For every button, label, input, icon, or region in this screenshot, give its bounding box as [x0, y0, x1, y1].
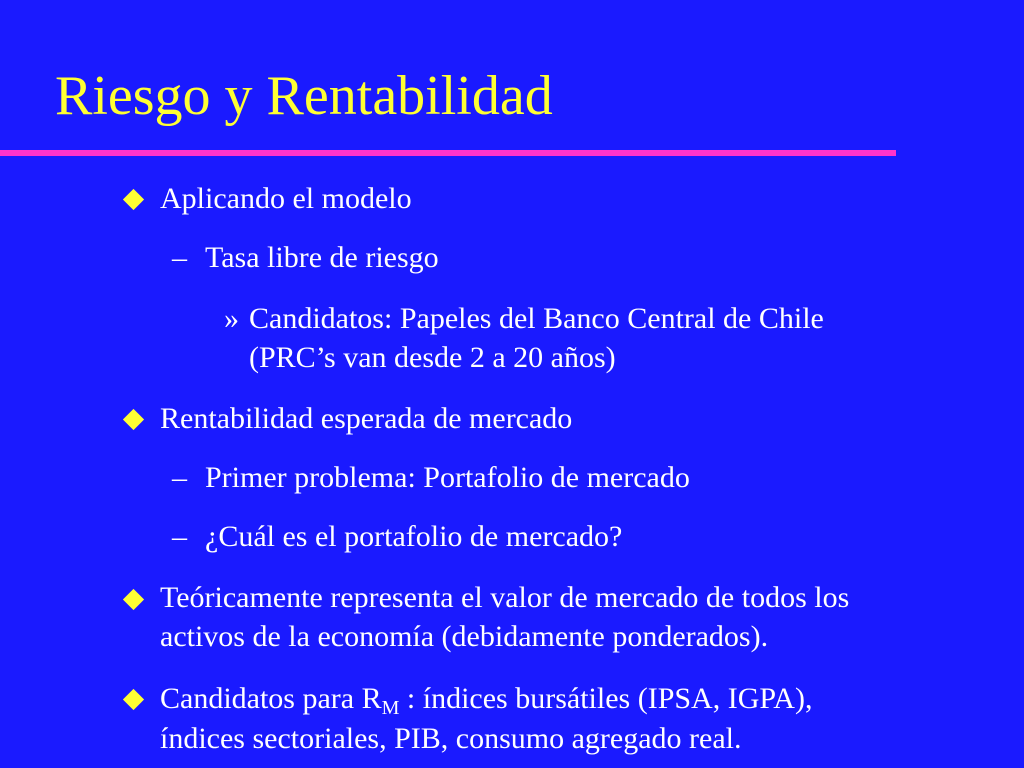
subscript-m: M: [381, 697, 400, 719]
diamond-bullet-icon: [123, 589, 144, 610]
title-divider: [0, 150, 896, 156]
sub-bullet-text: Tasa libre de riesgo: [205, 241, 439, 274]
sub-sub-bullet-text: Candidatos: Papeles del Banco Central de Chile: [249, 302, 824, 335]
raquo-marker: »: [224, 302, 239, 335]
indices-label: : índices bursátiles (IPSA, IGPA),: [399, 682, 813, 715]
diamond-bullet-icon: [123, 189, 144, 210]
dash-marker: –: [172, 461, 187, 494]
candidatos-label: Candidatos para R: [160, 682, 382, 715]
diamond-bullet-icon: [123, 689, 144, 710]
bullet-text: [160, 680, 812, 718]
sub-bullet-text: ¿Cuál es el portafolio de mercado?: [205, 520, 623, 553]
sub-bullet-text: Primer problema: Portafolio de mercado: [205, 461, 690, 494]
bullet-text: Aplicando el modelo: [160, 182, 412, 215]
diamond-bullet-icon: [123, 409, 144, 430]
dash-marker: –: [172, 520, 187, 553]
slide-title: Riesgo y Rentabilidad: [55, 65, 553, 127]
dash-marker: –: [172, 241, 187, 274]
bullet-text: Teóricamente representa el valor de mercado de todos los: [160, 581, 850, 614]
bullet-text: índices sectoriales, PIB, consumo agregado real.: [160, 722, 742, 755]
bullet-text: activos de la economía (debidamente ponderados).: [160, 620, 769, 653]
sub-sub-bullet-text: (PRC’s van desde 2 a 20 años): [249, 341, 616, 374]
bullet-text: Rentabilidad esperada de mercado: [160, 402, 573, 435]
